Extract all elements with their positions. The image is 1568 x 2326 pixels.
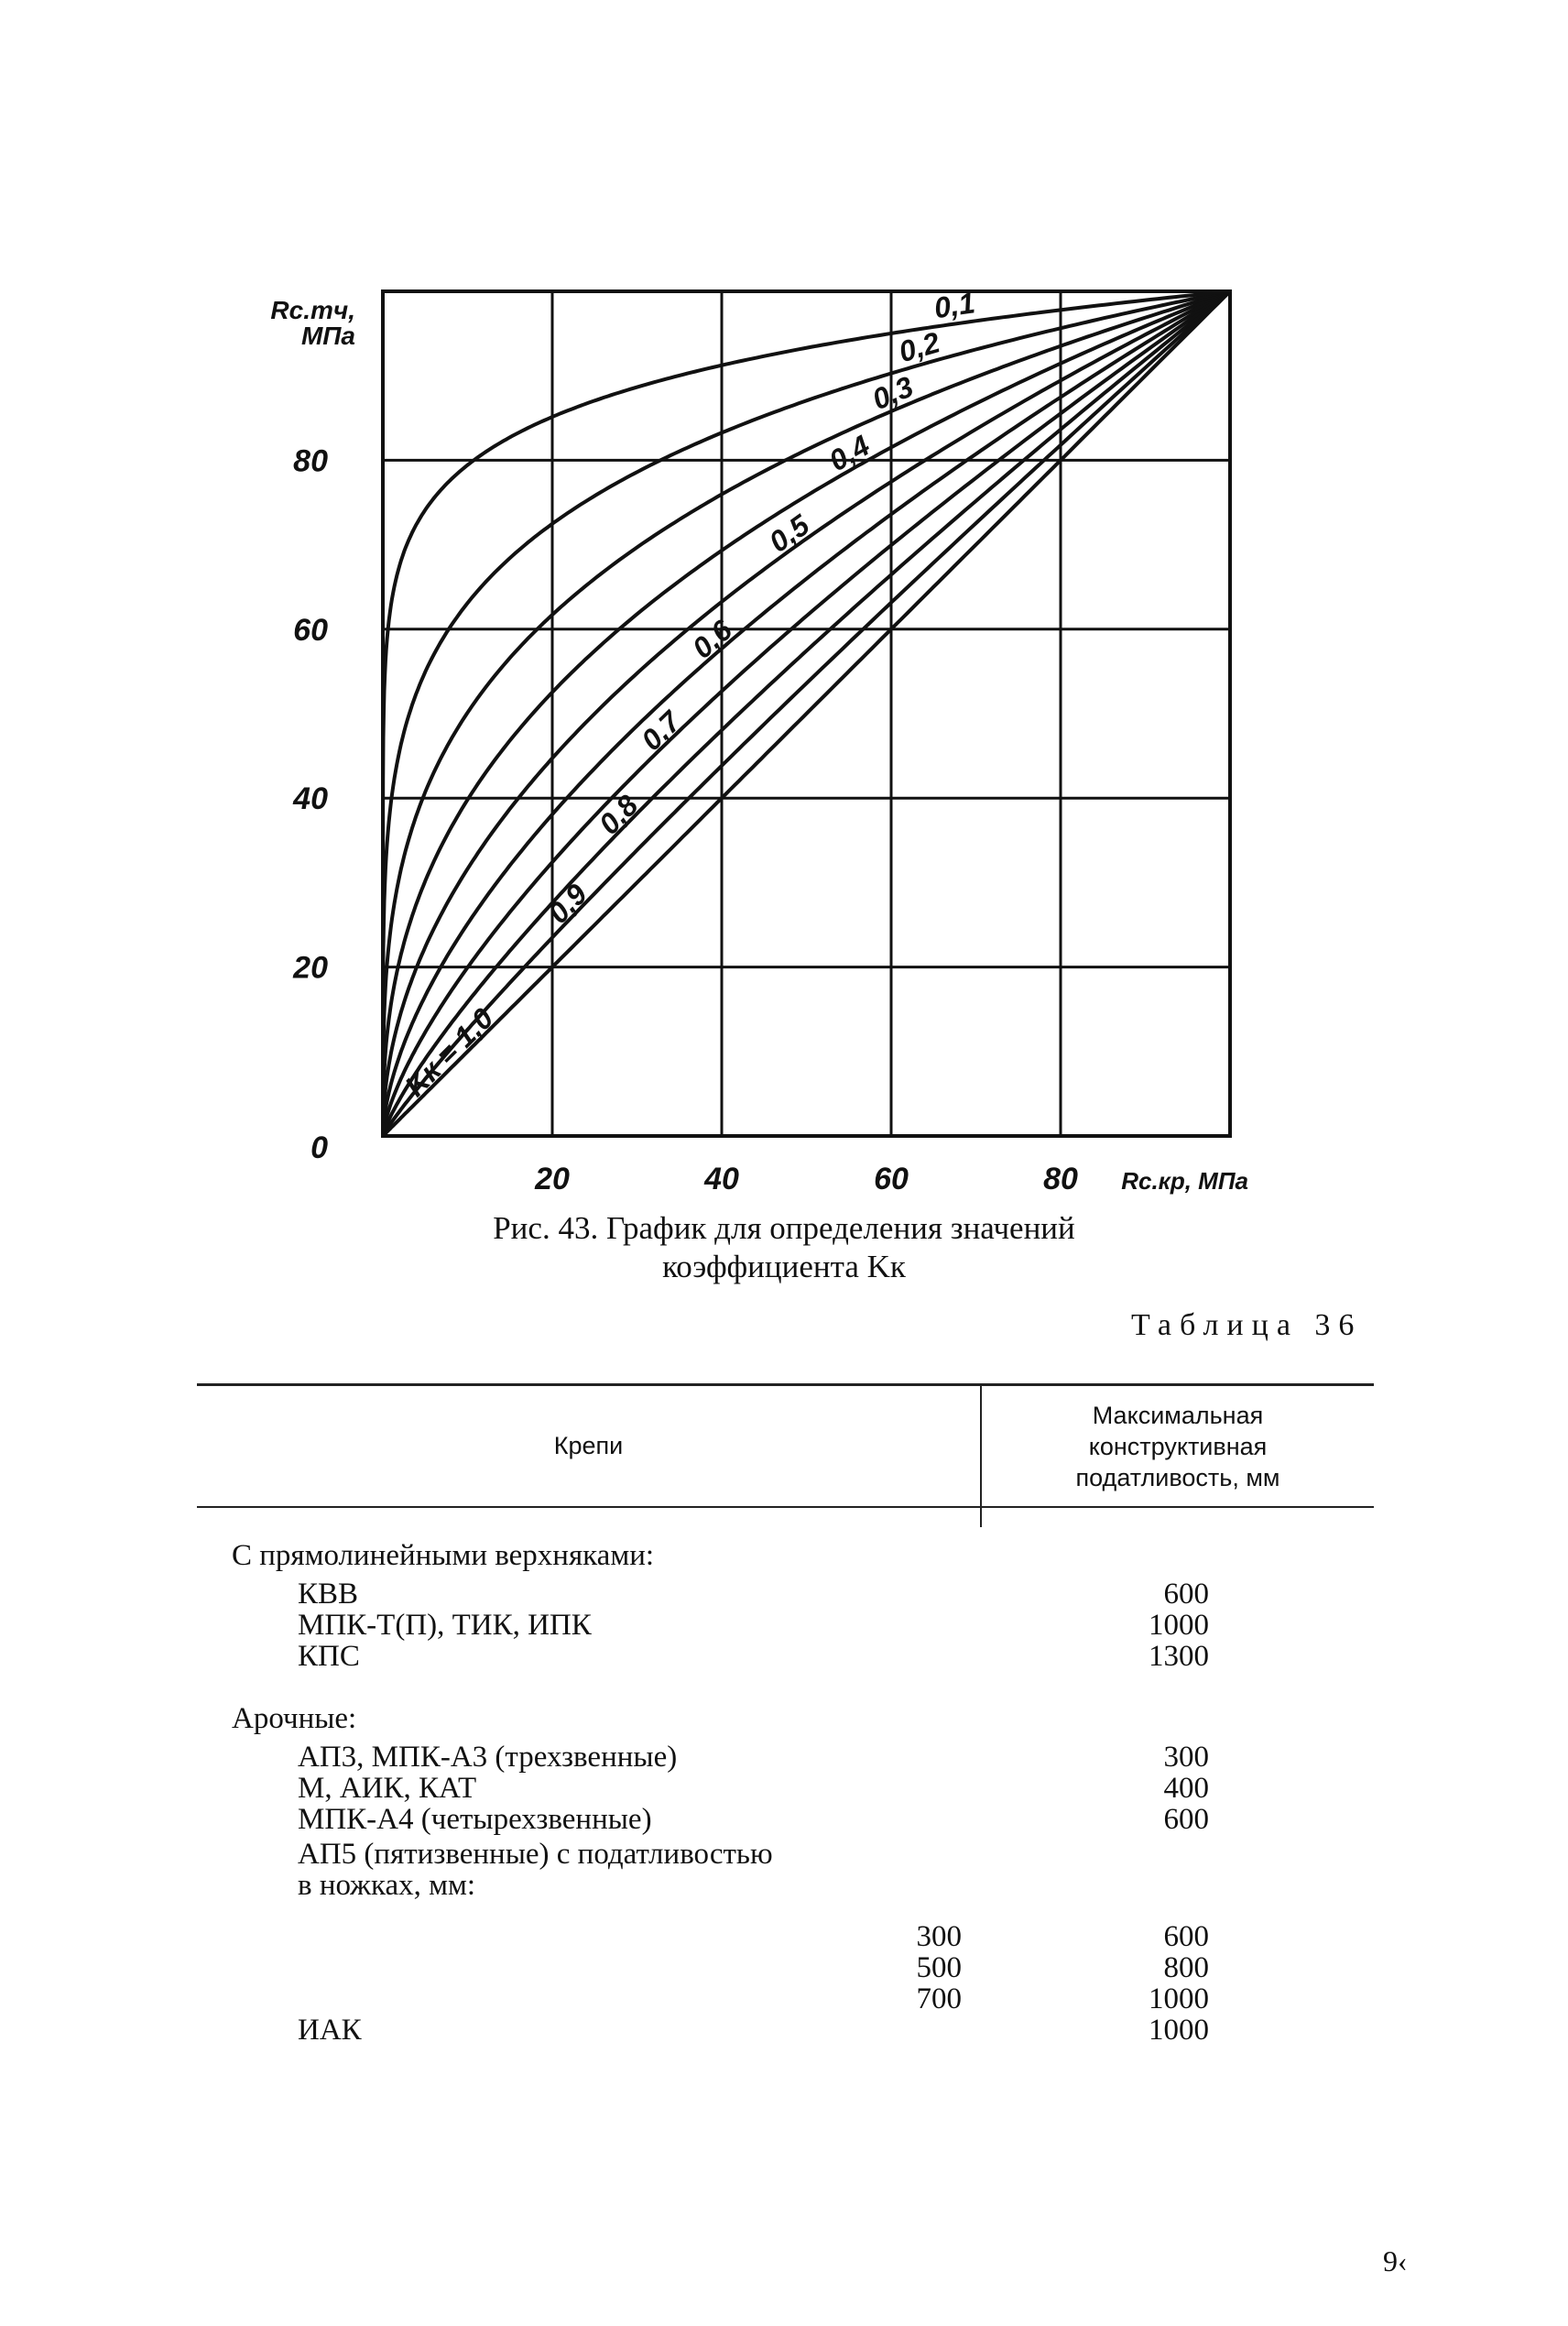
figure-caption-line2: коэффициента Kк bbox=[662, 1249, 906, 1284]
row-value: 800 bbox=[1163, 1951, 1209, 1984]
curve-label: 0,5 bbox=[763, 508, 816, 559]
y-tick-label: 60 bbox=[293, 612, 328, 648]
y-tick-label: 40 bbox=[293, 781, 328, 817]
row-value: 1000 bbox=[1149, 1982, 1209, 2015]
table-header-rule bbox=[197, 1506, 1374, 1508]
x-tick-label: 60 bbox=[874, 1162, 909, 1196]
row-label: С прямолинейными верхняками: bbox=[232, 1539, 655, 1572]
y-tick-label: 0 bbox=[310, 1130, 328, 1165]
row-label: в ножках, мм: bbox=[298, 1869, 476, 1902]
y-axis-label-line1: Rс.тч, bbox=[270, 296, 355, 324]
header-max-line2: конструктивная bbox=[1088, 1433, 1268, 1460]
header-krepi: Крепи bbox=[553, 1432, 624, 1459]
row-label: АП5 (пятизвенные) с податливостью bbox=[298, 1838, 773, 1871]
curve-label: 0,6 bbox=[685, 613, 739, 665]
y-axis-label-line2: МПа bbox=[300, 322, 355, 350]
row-sub: 300 bbox=[916, 1920, 962, 1953]
row-value: 600 bbox=[1163, 1578, 1209, 1611]
row-sub: 500 bbox=[916, 1951, 962, 1984]
x-axis-label: Rс.кр, МПа bbox=[1121, 1167, 1248, 1195]
row-label: АП3, МПК-А3 (трехзвенные) bbox=[298, 1741, 678, 1774]
curve-k-0_1 bbox=[383, 291, 1230, 923]
y-tick-label: 20 bbox=[293, 950, 328, 986]
row-value: 600 bbox=[1163, 1803, 1209, 1836]
row-label: Арочные: bbox=[232, 1702, 357, 1735]
row-value: 300 bbox=[1163, 1741, 1209, 1774]
x-tick-label: 40 bbox=[704, 1162, 739, 1196]
curve-k-0_2 bbox=[383, 291, 1230, 1083]
curves-group bbox=[383, 291, 1230, 1136]
row-label: МПК-Т(П), ТИК, ИПК bbox=[298, 1609, 592, 1642]
row-value: 600 bbox=[1163, 1920, 1209, 1953]
row-label: КВВ bbox=[298, 1578, 359, 1611]
row-value: 1000 bbox=[1149, 1609, 1209, 1642]
row-value: 1000 bbox=[1149, 2014, 1209, 2047]
row-sub: 700 bbox=[916, 1982, 962, 2015]
y-tick-label: 80 bbox=[293, 443, 328, 479]
table-title: Таблица 36 bbox=[1131, 1308, 1363, 1342]
curve-label: 0,3 bbox=[867, 369, 919, 417]
curve-k-1 bbox=[383, 291, 1230, 1136]
row-label: КПС bbox=[298, 1640, 360, 1673]
row-value: 1300 bbox=[1149, 1640, 1209, 1673]
figure-caption-line1: Рис. 43. График для определения значений bbox=[493, 1210, 1075, 1246]
curve-label: 0,1 bbox=[931, 286, 977, 325]
row-label: МПК-А4 (четырехзвенные) bbox=[298, 1803, 652, 1836]
curve-label: 0,2 bbox=[895, 325, 944, 369]
header-max-line1: Максимальная bbox=[1092, 1402, 1264, 1429]
row-value: 400 bbox=[1163, 1772, 1209, 1805]
header-max-line3: податливость, мм bbox=[1075, 1464, 1280, 1491]
table-top-rule bbox=[197, 1383, 1374, 1386]
curve-label: 0,8 bbox=[592, 788, 645, 841]
curve-label: 0,4 bbox=[823, 428, 876, 478]
row-label: ИАК bbox=[298, 2014, 362, 2047]
curve-label: Kк = 1,0 bbox=[397, 1001, 500, 1103]
page-number: 9‹ bbox=[1383, 2244, 1408, 2277]
x-tick-label: 20 bbox=[535, 1162, 570, 1196]
curve-label: 0,9 bbox=[541, 877, 593, 930]
x-tick-label: 80 bbox=[1043, 1162, 1078, 1196]
row-label: М, АИК, КАТ bbox=[298, 1772, 477, 1805]
curve-label: 0,7 bbox=[635, 704, 688, 758]
